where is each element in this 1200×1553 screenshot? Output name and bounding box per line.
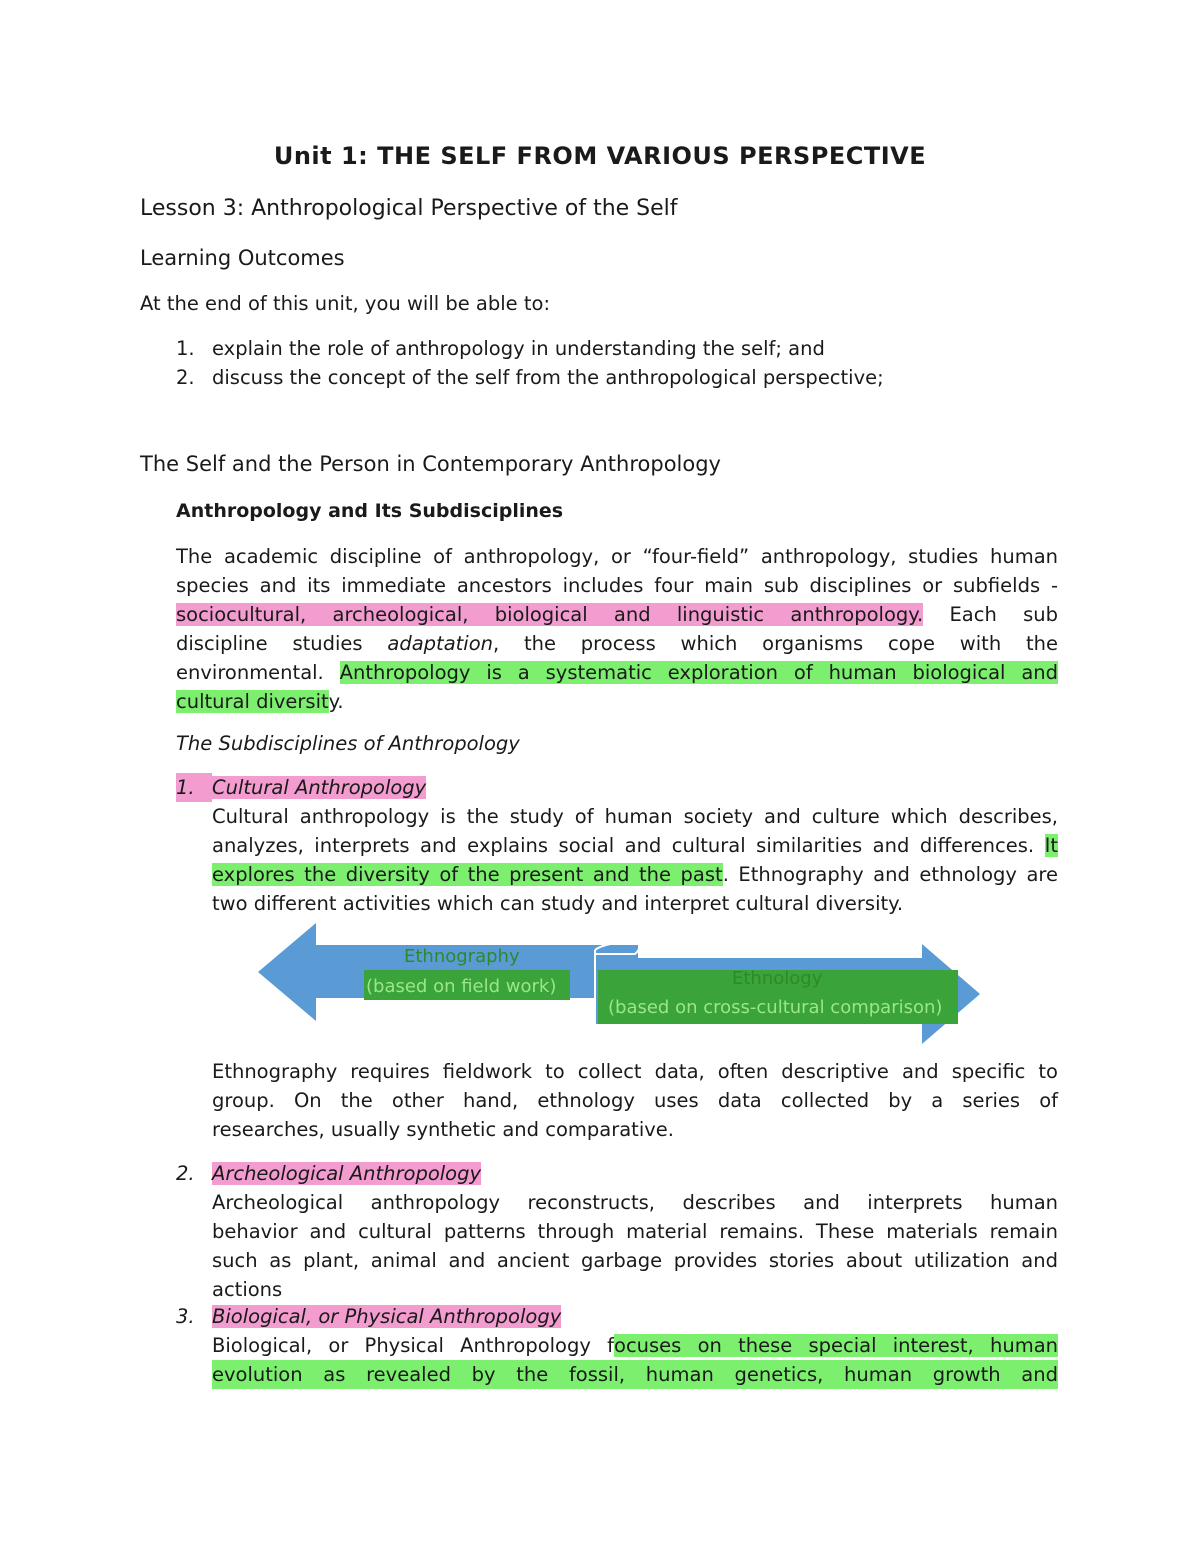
paragraph-line: actions xyxy=(212,1278,283,1301)
ethnology-label: Ethnology xyxy=(732,968,823,989)
paragraph-line: Ethnography requires fieldwork to collect data, often descriptive and specific to xyxy=(212,1060,1058,1083)
subsection-heading: Anthropology and Its Subdisciplines xyxy=(176,500,564,522)
item-heading-biological xyxy=(176,1302,561,1331)
outcome-text: discuss the concept of the self from the anthropological perspective; xyxy=(212,366,884,389)
item-body-archeological xyxy=(212,1188,1058,1304)
highlight-green: explores the diversity of the present and the past xyxy=(212,863,723,886)
section-heading: The Self and the Person in Contemporary Anthropology xyxy=(140,452,721,476)
ethnography-paragraph xyxy=(212,1057,1058,1144)
paragraph-line: group. On the other hand, ethnology uses data collected by a series of xyxy=(212,1089,1058,1112)
item-body-cultural xyxy=(212,802,1058,918)
italic-term: adaptation xyxy=(387,632,493,655)
ethnography-ethnology-diagram xyxy=(250,920,990,1045)
paragraph-line xyxy=(212,860,1058,889)
outcome-number: 2. xyxy=(176,366,195,389)
paragraph-line: researches, usually synthetic and comparative. xyxy=(212,1118,674,1141)
double-arrow-graphic xyxy=(250,920,990,1045)
page-title: Unit 1: THE SELF FROM VARIOUS PERSPECTIVE xyxy=(273,142,927,170)
highlight-green: cultural diversit xyxy=(176,690,329,713)
text-run: discipline studies xyxy=(176,632,388,655)
highlight-green: Anthropology is a systematic exploration of human biological and xyxy=(339,661,1059,684)
paragraph-line: two different activities which can study and interpret cultural diversity. xyxy=(212,892,904,915)
paragraph-line xyxy=(176,600,1058,629)
ethnology-sub-label: (based on cross-cultural comparison) xyxy=(608,997,943,1018)
highlight-pink: sociocultural, archeological, biological and linguistic anthropology. xyxy=(176,603,924,626)
text-run: Biological, or Physical Anthropology f xyxy=(212,1334,615,1357)
outcome-number: 1. xyxy=(176,337,195,360)
text-run: Each sub xyxy=(923,603,1058,626)
paragraph-line xyxy=(212,1331,1058,1360)
paragraph-line: Cultural anthropology is the study of human society and culture which describes, xyxy=(212,805,1058,828)
item-number: 1. xyxy=(176,773,212,802)
outcome-item xyxy=(176,334,884,363)
paragraph-line xyxy=(176,629,1058,658)
item-number: 2. xyxy=(176,1162,195,1185)
outcome-list xyxy=(176,334,884,392)
paragraph-line: Archeological anthropology reconstructs, describes and interprets human xyxy=(212,1191,1058,1214)
paragraph-line xyxy=(176,658,1058,687)
paragraph-line: species and its immediate ancestors includes four main sub disciplines or subfields - xyxy=(176,574,1058,597)
highlight-green: ocuses on these special interest, human xyxy=(614,1334,1059,1357)
intro-paragraph xyxy=(176,542,1058,716)
outcome-item xyxy=(176,363,884,392)
subdisciplines-caption: The Subdisciplines of Anthropology xyxy=(176,732,520,755)
highlight-green: It xyxy=(1044,834,1058,857)
paragraph-line xyxy=(176,687,1058,716)
item-title: Biological, or Physical Anthropology xyxy=(212,1305,562,1328)
ethnography-sub-label: (based on field work) xyxy=(366,976,557,997)
paragraph-line: evolution as revealed by the fossil, human genetics, human growth and xyxy=(212,1360,1058,1389)
outcome-text: explain the role of anthropology in understanding the self; and xyxy=(212,337,825,360)
ethnography-label: Ethnography xyxy=(404,946,520,967)
paragraph-line: such as plant, animal and ancient garbage provides stories about utilization and xyxy=(212,1249,1058,1272)
item-heading-archeological xyxy=(176,1159,481,1188)
paragraph-line xyxy=(212,831,1058,860)
item-number: 3. xyxy=(176,1305,195,1328)
text-run: environmental. xyxy=(176,661,340,684)
item-title: Cultural Anthropology xyxy=(212,776,427,799)
paragraph-line: behavior and cultural patterns through material remains. These materials remain xyxy=(212,1220,1058,1243)
text-run: . Ethnography and ethnology are xyxy=(722,863,1058,886)
item-body-biological xyxy=(212,1331,1058,1389)
item-title: Archeological Anthropology xyxy=(212,1162,482,1185)
lesson-title: Lesson 3: Anthropological Perspective of the Self xyxy=(140,196,678,221)
text-run: , the process which organisms cope with the xyxy=(493,632,1058,655)
outcomes-heading: Learning Outcomes xyxy=(140,246,345,270)
text-run: analyzes, interprets and explains social and cultural similarities and differences. xyxy=(212,834,1045,857)
paragraph-line: The academic discipline of anthropology, or “four-field” anthropology, studies human xyxy=(176,545,1058,568)
text-run: y. xyxy=(328,690,344,713)
item-heading-cultural xyxy=(176,773,426,802)
outcomes-intro: At the end of this unit, you will be able to: xyxy=(140,292,551,315)
